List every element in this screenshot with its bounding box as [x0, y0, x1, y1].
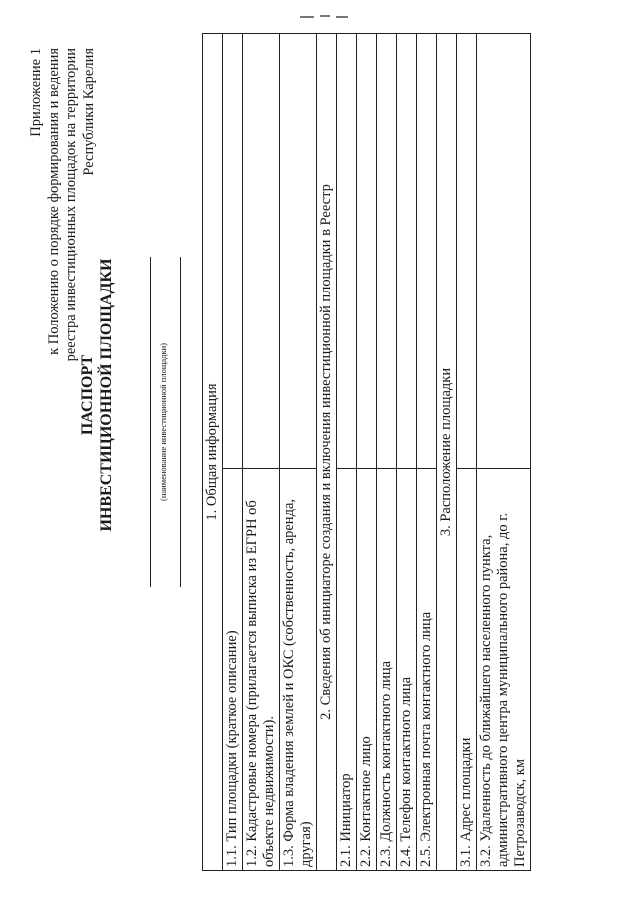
row-label: 1.1. Тип площадки (краткое описание) — [223, 469, 243, 871]
row-label: 1.2. Кадастровые номера (прилагается выписка из ЕГРН об объекте недвижимости). — [243, 469, 280, 871]
appendix-line: к Положению о порядке формирования и ведения — [45, 48, 62, 355]
document-title — [78, 125, 116, 665]
row-label: 3.1. Адрес площадки — [457, 469, 477, 871]
row-label: 1.3. Форма владения землей и ОКС (собственность, аренда, другая) — [280, 469, 317, 871]
section-header: 3. Расположение площадки — [437, 34, 457, 871]
appendix-line: реестра инвестиционных площадок на территории — [63, 48, 79, 362]
table-row — [417, 34, 437, 871]
row-value — [457, 34, 477, 469]
passport-table — [202, 33, 531, 871]
appendix-line: Республики Карелия — [80, 48, 97, 176]
table-row — [337, 34, 357, 871]
section-header: 1. Общая информация — [203, 34, 223, 871]
table-row — [477, 34, 531, 871]
section-header-row — [317, 34, 337, 871]
row-label: 2.1. Инициатор — [337, 469, 357, 871]
row-label: 2.4. Телефон контактного лица — [397, 469, 417, 871]
row-label: 2.5. Электронная почта контактного лица — [417, 469, 437, 871]
table-row — [223, 34, 243, 871]
row-label: 2.2. Контактное лицо — [357, 469, 377, 871]
row-value — [357, 34, 377, 469]
section-header: 2. Сведения об инициаторе создания и включения инвестиционной площадки в Реестр — [317, 34, 337, 871]
row-value — [337, 34, 357, 469]
table-row — [243, 34, 280, 871]
table-row — [457, 34, 477, 871]
row-label: 2.3. Должность контактного лица — [377, 469, 397, 871]
title-line-1: ПАСПОРТ — [79, 354, 96, 436]
section-header-row — [437, 34, 457, 871]
table-row — [357, 34, 377, 871]
appendix-line: Приложение 1 — [28, 48, 44, 137]
row-value — [243, 34, 280, 469]
row-value — [377, 34, 397, 469]
row-value — [417, 34, 437, 469]
title-line-2: ИНВЕСТИЦИОННОЙ ПЛОЩАДКИ — [98, 258, 115, 532]
name-caption: (наименование инвестиционной площадки) — [158, 343, 168, 501]
name-underline-2 — [180, 257, 181, 587]
name-underline — [150, 257, 151, 587]
table-row — [280, 34, 317, 871]
table-row — [377, 34, 397, 871]
section-header-row — [203, 34, 223, 871]
row-value — [397, 34, 417, 469]
row-value — [280, 34, 317, 469]
table-row — [397, 34, 417, 871]
row-label: 3.2. Удаленность до ближайшего населенного пункта, административного центра муниципального района, до г. Петрозаводск, км — [477, 469, 531, 871]
row-value — [223, 34, 243, 469]
row-value — [477, 34, 531, 469]
